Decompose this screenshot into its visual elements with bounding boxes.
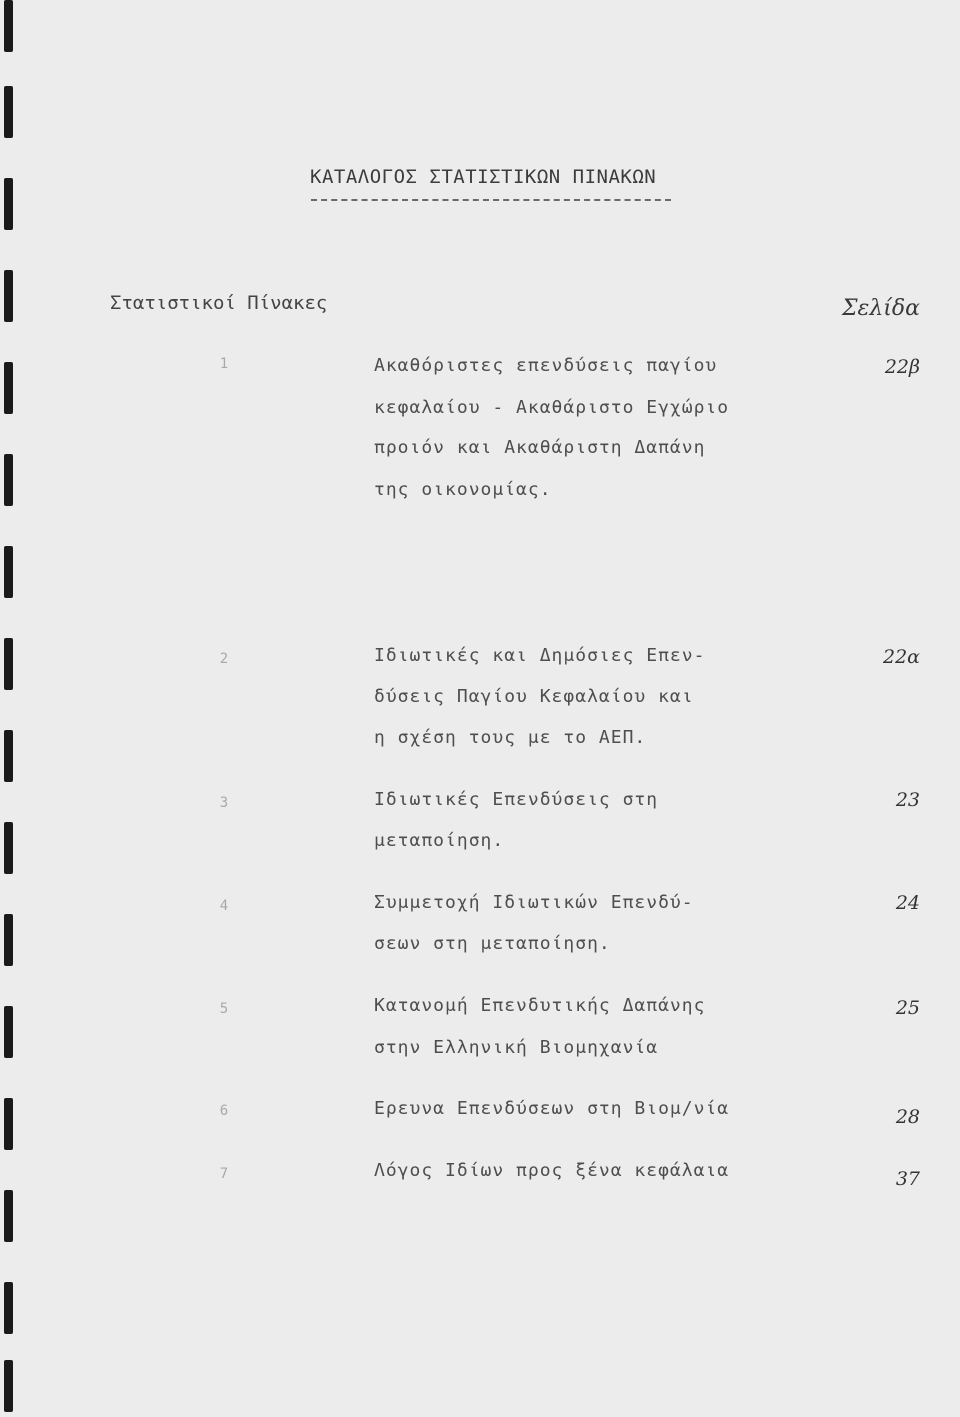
binding-holes [4, 0, 13, 1417]
title-underline [311, 199, 671, 201]
entry-text-line: Λόγος Ιδίων προς ξένα κεφάλαια [374, 1160, 730, 1181]
entry-number: 2 [219, 651, 229, 667]
entry-page-number: 23 [895, 789, 920, 811]
entry-page-number: 22β [884, 356, 920, 378]
entry-number: 6 [219, 1103, 229, 1119]
entry-page-number: 22α [882, 646, 920, 668]
entry-text-line: προιόν και Ακαθάριστη Δαπάνη [374, 437, 706, 458]
entry-text-line: μεταποίηση. [374, 830, 505, 851]
entry-text-line: η σχέση τους με το ΑΕΠ. [374, 727, 647, 748]
entry-text-line: σεων στη μεταποίηση. [374, 933, 611, 954]
entry-text-line: στην Ελληνική Βιομηχανία [374, 1037, 659, 1058]
entry-page-number: 28 [895, 1106, 920, 1128]
entry-number: 1 [219, 356, 229, 372]
entry-text-line: Ερευνα Επενδύσεων στη Βιομ/νία [374, 1098, 730, 1119]
entry-page-number: 37 [895, 1168, 920, 1190]
entry-number: 4 [219, 898, 229, 914]
entry-text-line: κεφαλαίου - Ακαθάριστο Εγχώριο [374, 397, 730, 418]
entry-number: 3 [219, 795, 229, 811]
entry-text-line: δύσεις Παγίου Κεφαλαίου και [374, 686, 694, 707]
entry-page-number: 24 [895, 892, 920, 914]
entry-text-line: Ιδιωτικές Επενδύσεις στη [374, 789, 659, 810]
entry-text-line: Συμμετοχή Ιδιωτικών Επενδύ- [374, 892, 694, 913]
section-label: Στατιστικοί Πίνακες [110, 292, 328, 314]
entry-number: 5 [219, 1001, 229, 1017]
entry-text-line: Ακαθόριστες επενδύσεις παγίου [374, 355, 718, 376]
entry-text-line: Ιδιωτικές και Δημόσιες Επεν- [374, 645, 706, 666]
entry-text-line: της οικονομίας. [374, 479, 552, 500]
page-title: ΚΑΤΑΛΟΓΟΣ ΣΤΑΤΙΣΤΙΚΩΝ ΠΙΝΑΚΩΝ [310, 166, 657, 188]
entry-text-line: Κατανομή Επενδυτικής Δαπάνης [374, 995, 706, 1016]
entry-page-number: 25 [895, 997, 920, 1019]
page-column-header: Σελίδα [842, 296, 921, 321]
entry-number: 7 [219, 1166, 229, 1182]
